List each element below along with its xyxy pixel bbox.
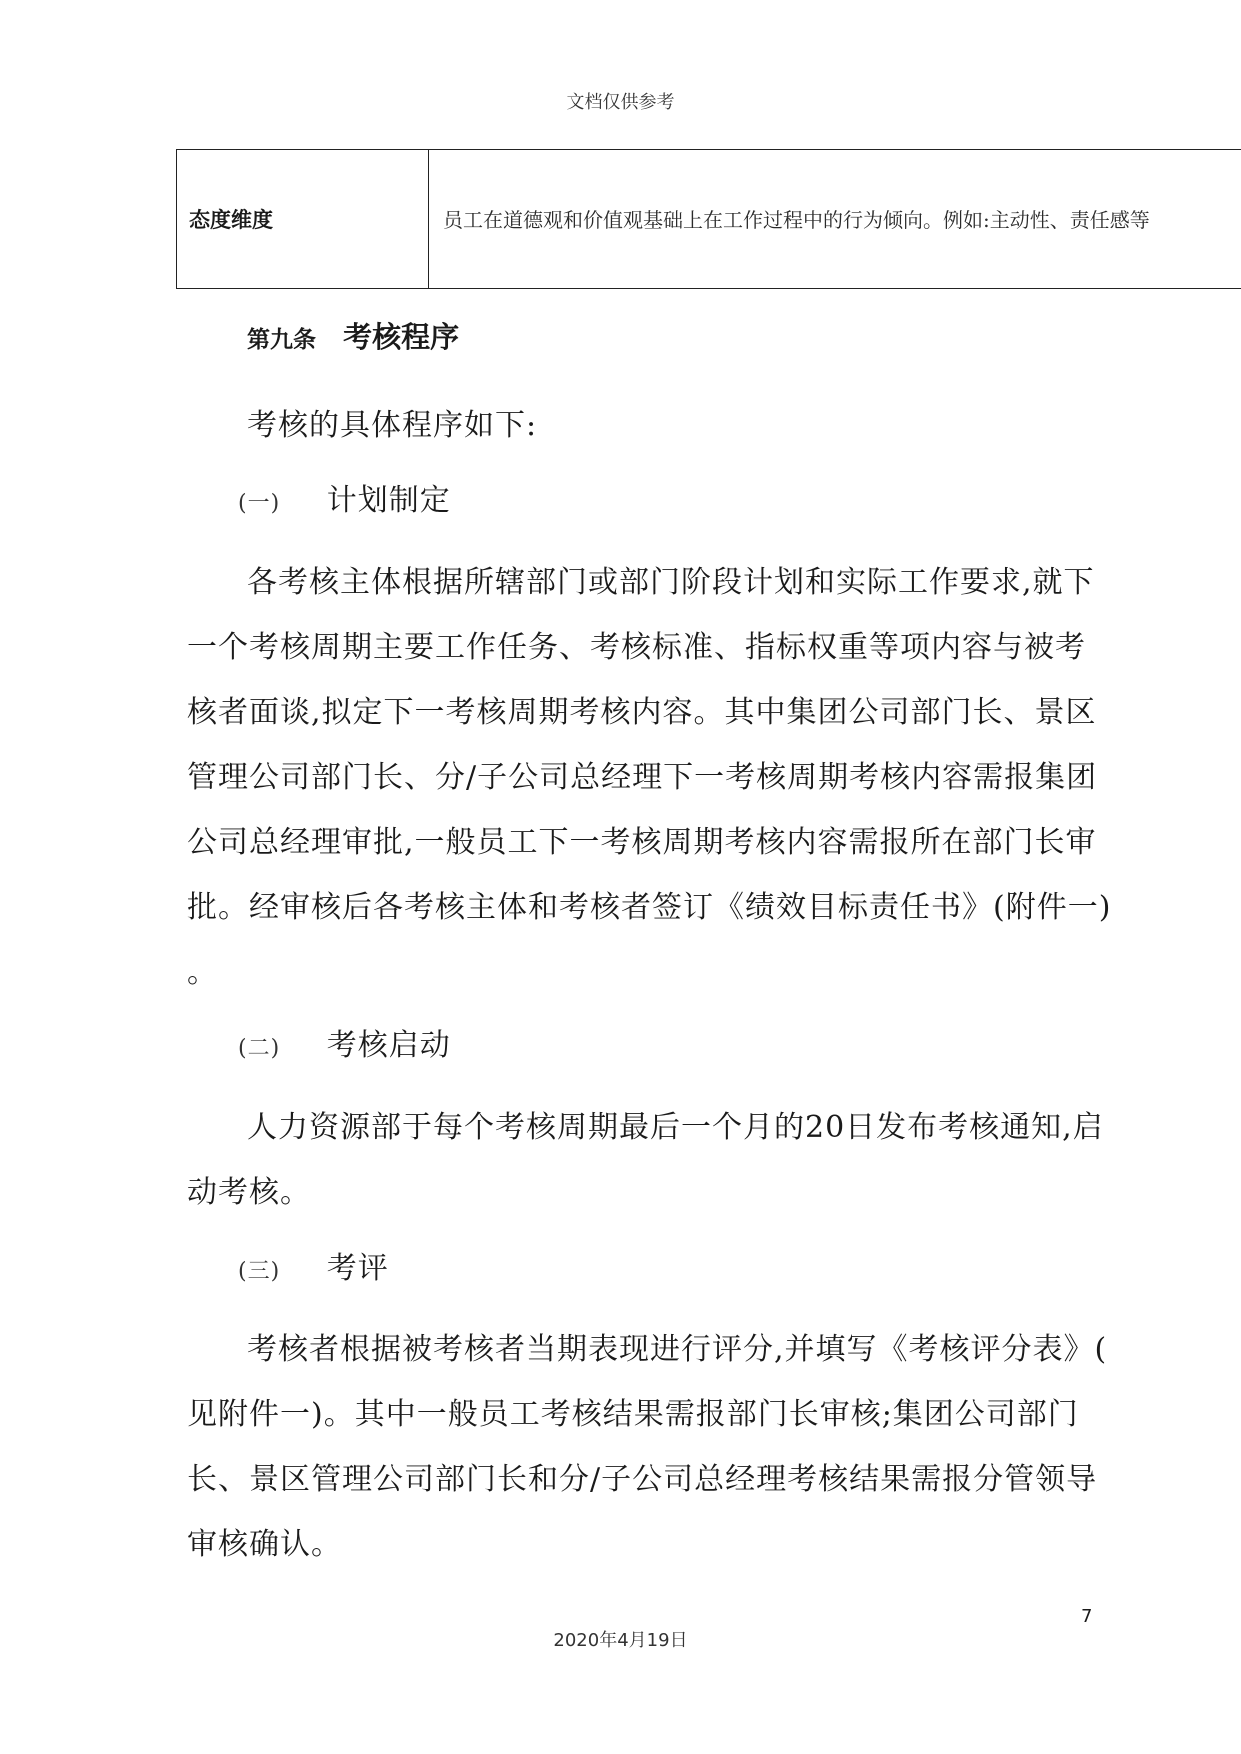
article-title: 考核程序 bbox=[343, 320, 460, 354]
dimension-table bbox=[176, 149, 1241, 289]
paragraph-line: 审核确认。 bbox=[187, 1527, 342, 1562]
paragraph-line: 公司总经理审批,一般员工下一考核周期考核内容需报所在部门长审 bbox=[187, 825, 1097, 860]
section-heading bbox=[238, 475, 451, 519]
page-number: 7 bbox=[1081, 1606, 1093, 1627]
article-number: 第九条 bbox=[247, 327, 316, 353]
section-number: (二) bbox=[238, 1036, 281, 1061]
paragraph-line: 一个考核周期主要工作任务、考核标准、指标权重等项内容与被考 bbox=[187, 630, 1086, 665]
paragraph-line: 考核者根据被考核者当期表现进行评分,并填写《考核评分表》( bbox=[247, 1332, 1108, 1367]
paragraph-line: 长、景区管理公司部门长和分/子公司总经理考核结果需报分管领导 bbox=[187, 1462, 1098, 1497]
paragraph-line: 管理公司部门长、分/子公司总经理下一考核周期考核内容需报集团 bbox=[187, 760, 1098, 795]
paragraph-line: 动考核。 bbox=[187, 1175, 311, 1210]
paragraph-line: 人力资源部于每个考核周期最后一个月的20日发布考核通知,启 bbox=[247, 1110, 1104, 1145]
header-note: 文档仅供参考 bbox=[566, 92, 675, 113]
paragraph-line: 核者面谈,拟定下一考核周期考核内容。其中集团公司部门长、景区 bbox=[187, 695, 1097, 730]
table-row-label: 态度维度 bbox=[177, 150, 429, 288]
paragraph-line: 见附件一)。其中一般员工考核结果需报部门长审核;集团公司部门 bbox=[187, 1397, 1079, 1432]
section-title: 考评 bbox=[326, 1251, 389, 1286]
footer-date: 2020年4月19日 bbox=[553, 1630, 688, 1651]
paragraph-line: 各考核主体根据所辖部门或部门阶段计划和实际工作要求,就下 bbox=[247, 565, 1095, 600]
article-intro: 考核的具体程序如下: bbox=[247, 408, 538, 443]
section-heading bbox=[238, 1243, 389, 1287]
section-heading bbox=[238, 1020, 451, 1064]
paragraph-line: 批。经审核后各考核主体和考核者签订《绩效目标责任书》(附件一) bbox=[187, 890, 1112, 925]
table-row-description: 员工在道德观和价值观基础上在工作过程中的行为倾向。例如:主动性、责任感等 bbox=[443, 208, 1150, 232]
paragraph-line: 。 bbox=[187, 955, 218, 990]
section-title: 计划制定 bbox=[326, 483, 451, 518]
section-number: (一) bbox=[238, 491, 281, 516]
section-title: 考核启动 bbox=[326, 1028, 451, 1063]
article-heading bbox=[247, 315, 459, 356]
section-number: (三) bbox=[238, 1259, 281, 1284]
